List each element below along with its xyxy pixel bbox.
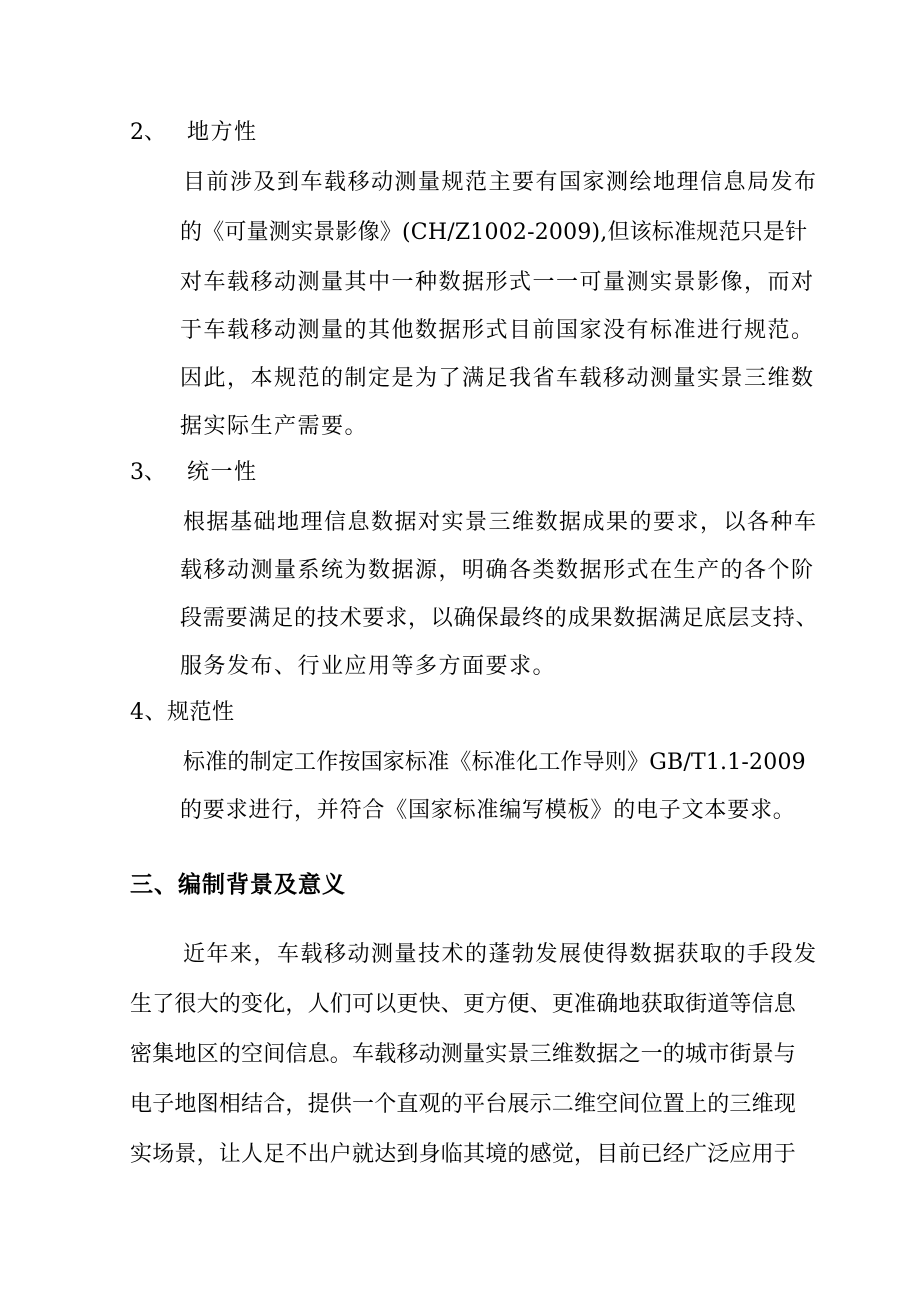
item-3-line-3: 段需要满足的技术要求，以确保最终的成果数据满足底层支持、: [180, 606, 819, 631]
item-2-line-2: 的《可量测实景影像》(CH/Z1002-2009),但该标准规范只是针: [180, 220, 808, 245]
item-2-line-1: 目前涉及到车载移动测量规范主要有国家测绘地理信息局发布: [183, 170, 818, 195]
item-2-line-5: 因此，本规范的制定是为了满足我省车载移动测量实景三维数: [180, 366, 815, 391]
item-4-line-1: 标准的制定工作按国家标准《标准化工作导则》GB/T1.1-2009: [183, 750, 806, 775]
section-3-heading: 三、编制背景及意义: [130, 872, 346, 898]
section-3-line-3: 密集地区的空间信息。车载移动测量实景三维数据之一的城市街景与: [130, 1042, 797, 1067]
item-2-title: 地方性: [187, 120, 258, 145]
item-4-line-2: 的要求进行，并符合《国家标准编写模板》的电子文本要求。: [180, 798, 796, 823]
item-2-line-6: 据实际生产需要。: [180, 414, 369, 439]
item-3-line-4: 服务发布、行业应用等多方面要求。: [180, 654, 557, 679]
section-3-line-4: 电子地图相结合，提供一个直观的平台展示二维空间位置上的三维现: [130, 1092, 797, 1117]
section-3-line-2: 生了很大的变化，人们可以更快、更方便、更准确地获取街道等信息: [130, 992, 797, 1017]
item-4-title: 4、规范性: [130, 700, 235, 725]
item-3-number: 3、: [130, 460, 166, 485]
item-2-number: 2、: [130, 120, 166, 145]
item-3-title: 统一性: [187, 460, 258, 485]
item-2-line-3: 对车载移动测量其中一种数据形式一一可量测实景影像，而对: [180, 270, 815, 295]
item-2-line-4: 于车载移动测量的其他数据形式目前国家没有标准进行规范。: [180, 318, 815, 343]
section-3-line-5: 实场景，让人足不出户就达到身临其境的感觉，目前已经广泛应用于: [130, 1142, 797, 1167]
section-3-line-1: 近年来，车载移动测量技术的蓬勃发展使得数据获取的手段发: [183, 942, 818, 967]
item-3-line-2: 载移动测量系统为数据源，明确各类数据形式在生产的各个阶: [180, 558, 815, 583]
item-3-line-1: 根据基础地理信息数据对实景三维数据成果的要求，以各种车: [183, 510, 818, 535]
